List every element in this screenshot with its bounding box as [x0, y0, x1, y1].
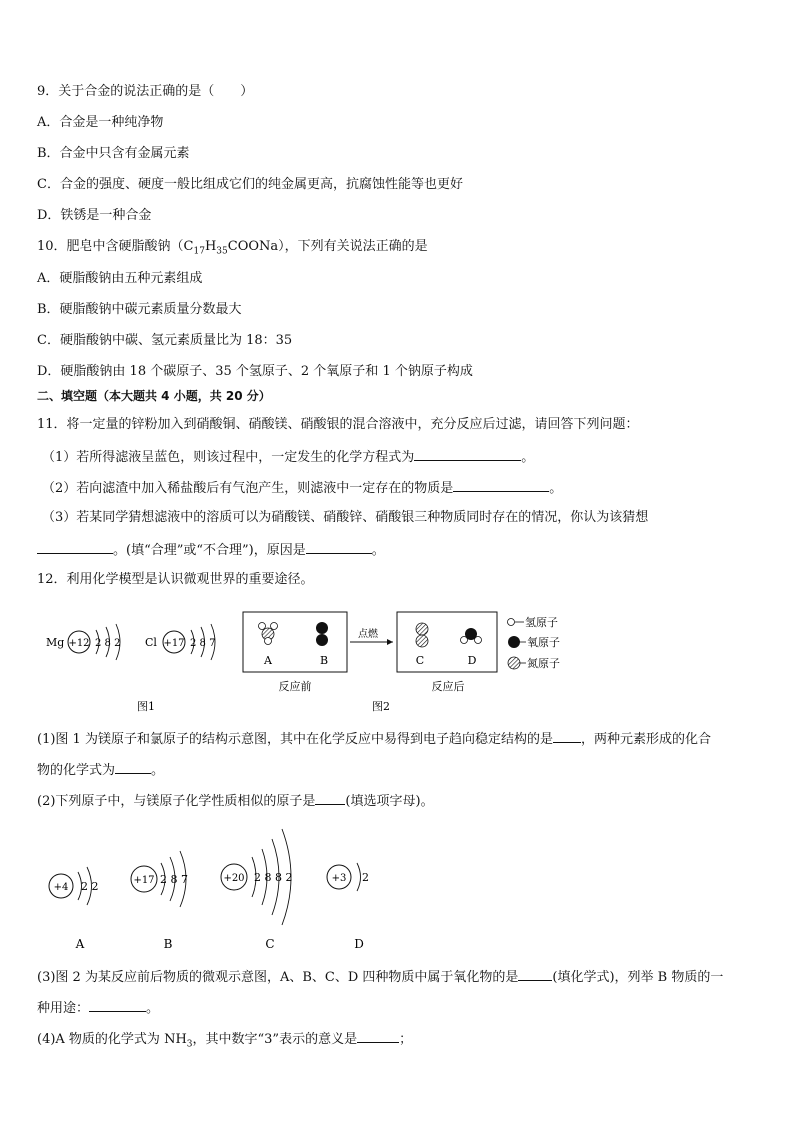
q11-part3: （3）若某同学猜想滤液中的溶质可以为硝酸镁、硝酸锌、硝酸银三种物质同时存在的情况，你认为该猜想 [42, 510, 649, 525]
answer-blank[interactable] [553, 729, 581, 743]
cl-symbol: Cl [145, 636, 157, 649]
label-d: D [467, 654, 477, 667]
svg-text:2: 2 [362, 871, 369, 884]
mg-symbol: Mg [46, 636, 65, 649]
answer-blank[interactable] [37, 540, 113, 554]
label-c: C [415, 654, 425, 667]
q10-stem-post: ），下列有关说法正确的是 [278, 239, 428, 254]
q11-stem: 11．将一定量的锌粉加入到硝酸铜、硝酸镁、硝酸银的混合溶液中，充分反应后过滤，请回答下列问题： [37, 417, 639, 432]
q12-part1-cont: 物的化学式为 。 [37, 760, 164, 780]
q10-option-c: C．硬脂酸钠中碳、氢元素质量比为 18：35 [37, 333, 293, 348]
q12-part3-cont: 种用途： 。 [37, 998, 159, 1018]
mg-nucleus: +12 [68, 638, 90, 649]
after-label: 反应后 [431, 680, 465, 693]
svg-text:D: D [354, 937, 364, 951]
q12-part3: (3)图 2 为某反应前后物质的微观示意图，A、B、C、D 四种物质中属于氧化物的是 (填化学式)，列举 B 物质的一 [37, 967, 723, 987]
q12-part2: (2)下列原子中，与镁原子化学性质相似的原子是 (填选项字母)。 [37, 791, 434, 811]
legend [508, 615, 561, 670]
legend-oxygen: 氧原子 [527, 636, 560, 649]
molecule-c [416, 623, 428, 647]
answer-blank[interactable] [414, 447, 521, 461]
q10-stem-pre: 10．肥皂中含硬脂酸钠（ [37, 239, 184, 254]
molecule-d [461, 628, 482, 644]
legend-nitrogen-marker [508, 657, 520, 669]
q9-option-a: A．合金是一种纯净物 [37, 115, 164, 130]
q9-stem: 9．关于合金的说法正确的是（ ） [37, 84, 254, 99]
reaction-arrow [350, 627, 393, 645]
q12-atom-options [0, 815, 794, 960]
fig1-caption: 图1 [137, 700, 155, 713]
cl-atom-diagram [145, 624, 215, 660]
svg-text:+3: +3 [331, 873, 347, 884]
legend-hydrogen-marker [508, 619, 515, 626]
svg-text:2 8 8 2: 2 8 8 2 [254, 871, 293, 884]
answer-blank[interactable] [315, 791, 345, 805]
q12-figures [0, 600, 794, 720]
q11-part3-cont: 。(填“合理”或“不合理”)，原因是 。 [37, 540, 385, 560]
q9-option-d: D．铁锈是一种合金 [37, 208, 152, 223]
atom-option-b [131, 851, 188, 951]
q11-part2: （2）若向滤渣中加入稀盐酸后有气泡产生，则滤液中一定存在的物质是 。 [42, 478, 562, 498]
svg-text:B: B [163, 937, 173, 951]
svg-text:2 2: 2 2 [81, 880, 99, 893]
svg-text:2 8 7: 2 8 7 [160, 873, 188, 886]
cl-shells: 2 8 7 [190, 638, 216, 649]
mg-shells: 2 8 2 [95, 638, 121, 649]
cl-nucleus: +17 [163, 638, 185, 649]
answer-blank[interactable] [89, 998, 146, 1012]
q10-formula: $C_{17}H_{35}COONa$ [183, 239, 279, 257]
q10-option-b: B．硬脂酸钠中碳元素质量分数最大 [37, 302, 242, 317]
reaction-after-box [397, 612, 497, 672]
q11-part1: （1）若所得滤液呈蓝色，则该过程中，一定发生的化学方程式为 。 [42, 447, 534, 467]
molecule-b [316, 622, 328, 646]
legend-oxygen-marker [508, 636, 520, 648]
section-heading: 二、填空题（本大题共 4 小题，共 20 分） [37, 389, 271, 403]
answer-blank[interactable] [306, 540, 372, 554]
svg-text:A: A [75, 937, 85, 951]
answer-blank[interactable] [453, 478, 549, 492]
arrow-label: 点燃 [358, 629, 378, 640]
q10-stem [37, 238, 428, 261]
reaction-before-box [243, 612, 347, 672]
mg-atom-diagram [46, 624, 120, 660]
atom-option-a [49, 867, 99, 951]
svg-text:C: C [265, 937, 275, 951]
q12-part1: (1)图 1 为镁原子和氯原子的结构示意图，其中在化学反应中易得到电子趋向稳定结构的是 ，两种元素形成的化合 [37, 729, 711, 749]
q12-part4: (4)A 物质的化学式为 $NH_3$，其中数字“3”表示的意义是 ； [37, 1029, 412, 1054]
fig2-caption: 图2 [372, 700, 390, 713]
atom-option-d [327, 863, 369, 951]
label-a: A [264, 654, 272, 667]
answer-blank[interactable] [357, 1029, 399, 1043]
atom-option-c [221, 829, 292, 951]
q12-stem: 12．利用化学模型是认识微观世界的重要途径。 [37, 572, 314, 587]
svg-text:+20: +20 [223, 873, 245, 884]
before-label: 反应前 [278, 680, 312, 693]
q9-option-b: B．合金中只含有金属元素 [37, 146, 190, 161]
answer-blank[interactable] [115, 760, 151, 774]
molecule-a [259, 623, 278, 645]
svg-text:+17: +17 [133, 875, 155, 886]
legend-nitrogen: 氮原子 [527, 657, 560, 670]
legend-hydrogen: 氢原子 [525, 616, 558, 629]
q9-option-c: C．合金的强度、硬度一般比组成它们的纯金属更高，抗腐蚀性能等也更好 [37, 177, 463, 192]
q10-option-d: D．硬脂酸钠由 18 个碳原子、35 个氢原子、2 个氧原子和 1 个钠原子构成 [37, 364, 473, 379]
answer-blank[interactable] [518, 967, 552, 981]
q10-option-a: A．硬脂酸钠由五种元素组成 [37, 271, 203, 286]
svg-text:+4: +4 [53, 882, 69, 893]
label-b: B [319, 654, 329, 667]
